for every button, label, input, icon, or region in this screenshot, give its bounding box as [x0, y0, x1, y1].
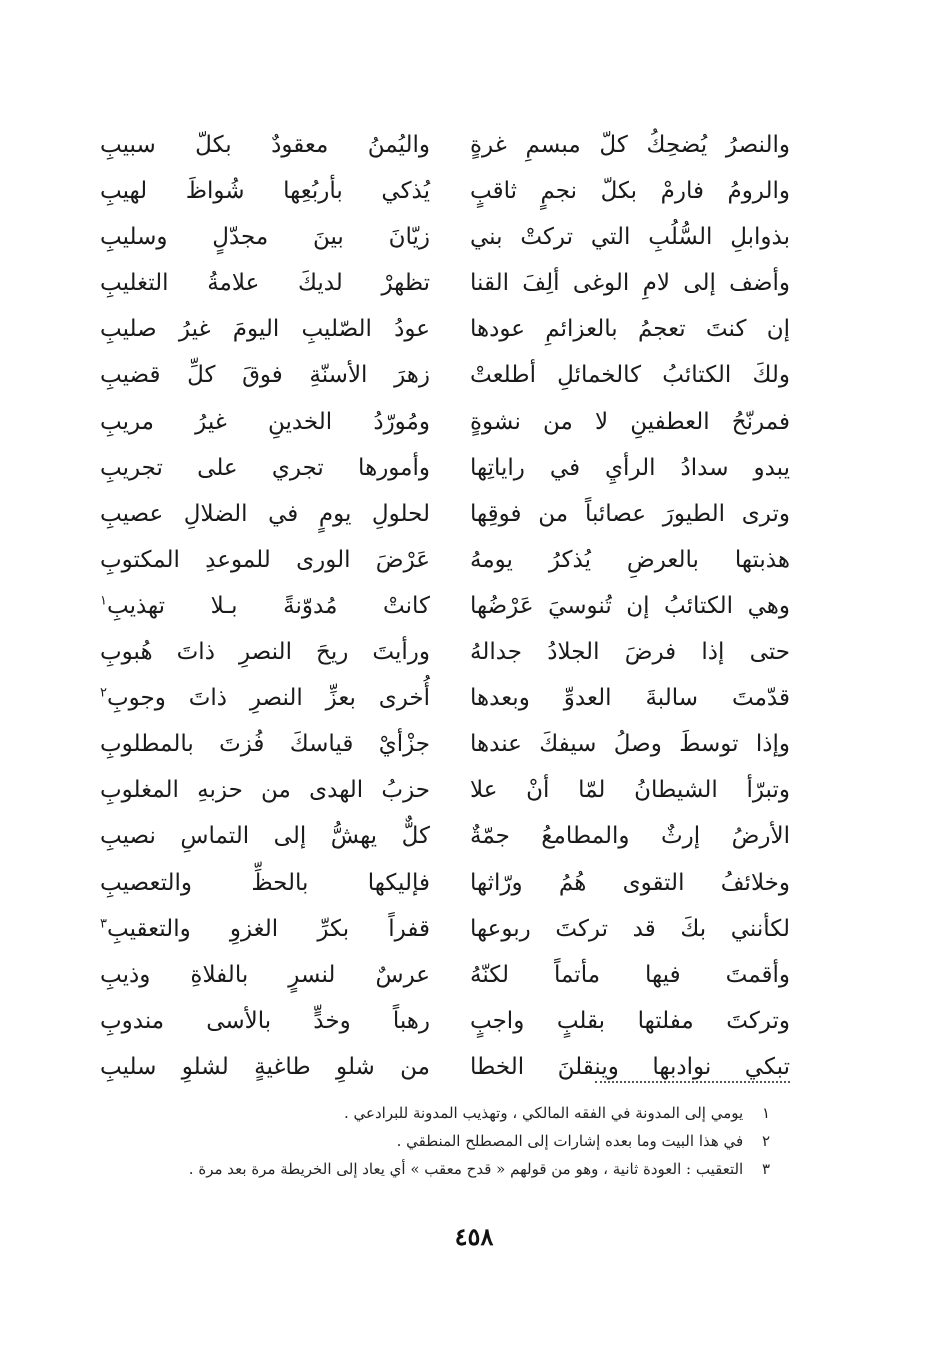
verse [100, 168, 790, 214]
page-number: ٤٥٨ [454, 1222, 494, 1251]
poem [100, 122, 790, 1090]
verse-second-hemistich [100, 906, 430, 952]
verse-second-hemistich-text: حزبُ الهدى من حزبهِ المغلوبِ [100, 777, 430, 804]
verse [100, 306, 790, 352]
verse-first-hemistich: وهي الكتائبُ إن تُنوسيَ عَرْضُها [470, 592, 790, 619]
verse-first-hemistich: حتى إذا فرضَ الجلادُ جدالهُ [470, 639, 790, 666]
verse-first-hemistich: ولكَ الكتائبُ كالخمائلِ أطلعتْ [470, 362, 790, 389]
verse [100, 122, 790, 168]
footnote-reference: ٢ [100, 685, 107, 701]
verse-second-hemistich-text: فإليكها بالحظِّ والتعصيبِ [100, 869, 430, 896]
verse-second-hemistich [100, 952, 430, 998]
verse [100, 537, 790, 583]
verse-second-hemistich-text: يُذكي بأربُعِها شُواظَ لهيبِ [100, 178, 430, 205]
verse-first-hemistich: يبدو سدادُ الرأيِ في راياتِها [470, 454, 790, 481]
verse-second-hemistich [100, 122, 430, 168]
verse [100, 860, 790, 906]
verse-first-hemistich: إن كنتَ تعجمُ بالعزائمِ عودها [470, 316, 790, 343]
verse-first-hemistich: وتبرّأ الشيطانُ لمّا أنْ علا [470, 777, 790, 804]
footnote-reference: ٣ [100, 915, 107, 931]
verse-second-hemistich [100, 721, 430, 767]
verse-second-hemistich-text: ومُورّدُ الخدينِ غيرُ مريبِ [100, 408, 430, 435]
verse-second-hemistich-text: تظهرْ لديكَ علامةُ التغليبِ [100, 270, 430, 297]
verse [100, 445, 790, 491]
verse [100, 629, 790, 675]
verse-second-hemistich-text: كلٌّ يهشُّ إلى التماسِ نصيبِ [100, 823, 430, 850]
verse [100, 214, 790, 260]
verse-second-hemistich-text: عَرْضَ الورى للموعدِ المكتوبِ [100, 546, 430, 573]
footnote [130, 1099, 770, 1127]
verse-second-hemistich [100, 629, 430, 675]
verse [100, 998, 790, 1044]
verse-second-hemistich [100, 767, 430, 813]
footnote [130, 1127, 770, 1155]
verse-second-hemistich [100, 860, 430, 906]
verse-first-hemistich: لكأنني بكَ قد تركتَ ربوعها [470, 915, 790, 942]
verse-second-hemistich-text: زهرَ الأسنّةِ فوقَ كلِّ قضيبِ [100, 362, 430, 389]
verse-second-hemistich-text: جزْأيْ قياسكَ فُزتَ بالمطلوبِ [100, 731, 430, 758]
verse-first-hemistich: قدّمتَ سالبةَ العدوِّ وبعدها [470, 685, 790, 712]
verse-first-hemistich: تبكي نوادبها وينقلنَ الخطا [470, 1053, 790, 1080]
footnote-reference: ١ [100, 593, 107, 609]
footnotes [130, 1099, 770, 1183]
verse [100, 813, 790, 859]
footnote [130, 1155, 770, 1183]
verse-second-hemistich-text: قفراً بكرِّ الغزوِ والتعقيبِ [106, 915, 430, 942]
verse-first-hemistich: فمرنّحُ العطفينِ لا من نشوةٍ [470, 408, 790, 435]
verse-second-hemistich-text: رهباً وخدٍّ بالأسى مندوبِ [100, 1007, 430, 1034]
verse-second-hemistich [100, 445, 430, 491]
verse-second-hemistich [100, 675, 430, 721]
footnote-text: التعقيب : العودة ثانية ، وهو من قولهم « قدح معقب » أي يعاد إلى الخريطة مرة بعد مرة . [188, 1160, 744, 1178]
verse [100, 675, 790, 721]
verse-first-hemistich: هذبتها بالعرضِ يُذكرُ يومهُ [470, 546, 790, 573]
verse-second-hemistich [100, 352, 430, 398]
verse [100, 906, 790, 952]
verse [100, 721, 790, 767]
verse-second-hemistich-text: من شلوِ طاغيةٍ لشلوِ سليبِ [100, 1053, 430, 1080]
verse-second-hemistich [100, 537, 430, 583]
verse-first-hemistich: بذوابلِ السُّلُبِ التي تركتْ بني [470, 224, 790, 251]
verse-second-hemistich-text: لحلولِ يومٍ في الضلالِ عصيبِ [100, 500, 430, 527]
verse-first-hemistich: والنصرُ يُضحِكُ كلّ مبسمِ غرةٍ [470, 132, 790, 158]
verse [100, 399, 790, 445]
footnote-text: يومي إلى المدونة في الفقه المالكي ، وتهذيب المدونة للبرادعي . [344, 1104, 744, 1122]
verse-first-hemistich: وتركتَ مفلتها بقلبٍ واجبٍ [470, 1007, 790, 1034]
verse-first-hemistich: وترى الطيورَ عصائباً من فوقِها [470, 500, 790, 527]
verse-first-hemistich: وخلائفُ التقوى هُمُ ورّاثها [470, 869, 790, 896]
footnote-number: ٣ [761, 1160, 770, 1178]
verse-second-hemistich [100, 214, 430, 260]
verse [100, 767, 790, 813]
verse-second-hemistich-text: عرسٌ لنسرٍ بالفلاةِ وذيبِ [100, 961, 430, 988]
verse-second-hemistich-text: واليُمنُ معقودٌ بكلّ سبيبِ [100, 132, 430, 158]
verse [100, 260, 790, 306]
verse [100, 583, 790, 629]
verse-second-hemistich-text: زيّانَ بينَ مجدّلٍ وسليبِ [100, 224, 430, 251]
verse-second-hemistich-text: عودُ الصّليبِ اليومَ غيرُ صليبِ [100, 316, 430, 343]
verse-second-hemistich-text: أُخرى بعزِّ النصرِ ذاتَ وجوبِ [106, 685, 430, 712]
verse [100, 1044, 790, 1090]
verse-second-hemistich [100, 491, 430, 537]
verse-first-hemistich: وأضف إلى لامِ الوغى ألِفَ القنا [470, 270, 790, 297]
verse [100, 352, 790, 398]
footnote-number: ٢ [761, 1132, 770, 1150]
verse-first-hemistich: وأقمتَ فيها مأتماً لكنّهُ [470, 961, 790, 988]
footnote-text: في هذا البيت وما بعده إشارات إلى المصطلح المنطقي . [396, 1132, 744, 1150]
verse-first-hemistich: وإذا توسطَ وصلُ سيفكَ عندها [470, 731, 790, 758]
verse-first-hemistich: والرومُ فارمْ بكلّ نجمٍ ثاقبٍ [470, 178, 790, 205]
verse-second-hemistich [100, 168, 430, 214]
verse-second-hemistich-text: وأمورها تجري على تجريبِ [100, 454, 430, 481]
verse-second-hemistich [100, 583, 430, 629]
verse-second-hemistich [100, 306, 430, 352]
footnote-separator [595, 1081, 790, 1083]
verse-second-hemistich [100, 260, 430, 306]
verse-second-hemistich-text: كانتْ مُدوّنةً بـلا تهذيبِ [106, 592, 430, 619]
verse [100, 491, 790, 537]
verse-second-hemistich [100, 1044, 430, 1090]
footnote-number: ١ [761, 1104, 770, 1122]
verse-first-hemistich: الأرضُ إرثٌ والمطامعُ جمّةٌ [470, 823, 790, 850]
verse-second-hemistich [100, 813, 430, 859]
verse-second-hemistich [100, 399, 430, 445]
verse-second-hemistich [100, 998, 430, 1044]
verse [100, 952, 790, 998]
verse-second-hemistich-text: ورأيتَ ريحَ النصرِ ذاتَ هُبوبِ [100, 639, 430, 666]
